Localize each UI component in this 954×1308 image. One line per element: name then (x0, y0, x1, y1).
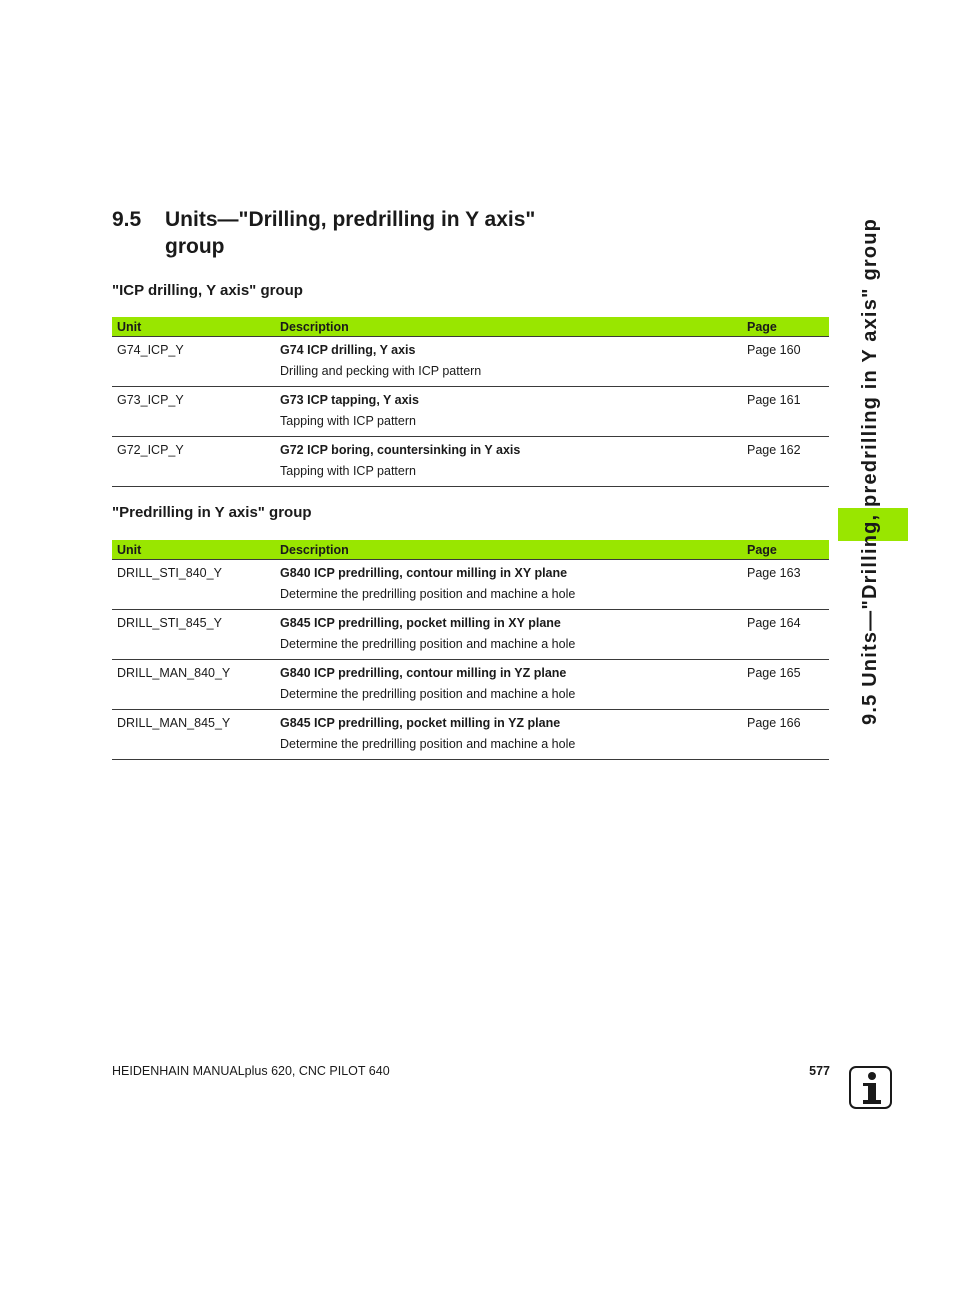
table-row (112, 387, 829, 437)
unit-name: DRILL_STI_845_Y (117, 616, 222, 630)
page-number: 577 (809, 1064, 830, 1078)
unit-name: DRILL_MAN_840_Y (117, 666, 231, 680)
col-description-header: Description (280, 317, 747, 337)
unit-name: G74_ICP_Y (117, 343, 184, 357)
page-reference-link[interactable]: Page 163 (747, 566, 801, 580)
page-reference-link[interactable]: Page 162 (747, 443, 801, 457)
page-reference-link[interactable]: Page 161 (747, 393, 801, 407)
unit-title: G74 ICP drilling, Y axis (280, 343, 416, 357)
info-icon-dot (868, 1072, 876, 1080)
page-reference-link[interactable]: Page 165 (747, 666, 801, 680)
footer-manual-title: HEIDENHAIN MANUALplus 620, CNC PILOT 640 (112, 1064, 390, 1078)
unit-description: Tapping with ICP pattern (280, 414, 416, 428)
table-row (112, 610, 829, 660)
table-row (112, 337, 829, 387)
table-row (112, 560, 829, 610)
page-reference-link[interactable]: Page 164 (747, 616, 801, 630)
table1-heading: "ICP drilling, Y axis" group (112, 282, 303, 299)
col-unit-header: Unit (112, 540, 280, 560)
unit-name: DRILL_MAN_845_Y (117, 716, 231, 730)
unit-title: G845 ICP predrilling, pocket milling in YZ plane (280, 716, 561, 730)
unit-description: Determine the predrilling position and machine a hole (280, 587, 576, 601)
col-unit-header: Unit (112, 317, 280, 337)
section-number: 9.5 (112, 208, 142, 231)
info-icon[interactable] (849, 1066, 892, 1109)
unit-description: Determine the predrilling position and machine a hole (280, 737, 576, 751)
predrilling-table (112, 540, 829, 760)
col-page-header: Page (747, 540, 829, 560)
col-description-header: Description (280, 540, 747, 560)
unit-title: G72 ICP boring, countersinking in Y axis (280, 443, 521, 457)
unit-title: G845 ICP predrilling, pocket milling in XY plane (280, 616, 561, 630)
table-row (112, 437, 829, 487)
unit-description: Tapping with ICP pattern (280, 464, 416, 478)
unit-description: Determine the predrilling position and machine a hole (280, 687, 576, 701)
page-reference-link[interactable]: Page 166 (747, 716, 801, 730)
table2-heading: "Predrilling in Y axis" group (112, 504, 312, 521)
unit-name: DRILL_STI_840_Y (117, 566, 222, 580)
unit-description: Drilling and pecking with ICP pattern (280, 364, 482, 378)
unit-title: G840 ICP predrilling, contour milling in YZ plane (280, 666, 567, 680)
unit-name: G73_ICP_Y (117, 393, 184, 407)
unit-description: Determine the predrilling position and machine a hole (280, 637, 576, 651)
unit-title: G73 ICP tapping, Y axis (280, 393, 419, 407)
table-row (112, 660, 829, 710)
table-header-row (112, 540, 829, 560)
icp-drilling-table (112, 317, 829, 487)
info-icon-base (863, 1100, 881, 1104)
side-running-header: 9.5 Units—"Drilling, predrilling in Y axis" group (859, 217, 881, 725)
unit-title: G840 ICP predrilling, contour milling in XY plane (280, 566, 568, 580)
col-page-header: Page (747, 317, 829, 337)
unit-name: G72_ICP_Y (117, 443, 184, 457)
section-title-text: Units—"Drilling, predrilling in Y axis" group (165, 208, 536, 258)
table-row (112, 710, 829, 760)
page-title (112, 206, 542, 260)
page-reference-link[interactable]: Page 160 (747, 343, 801, 357)
table-header-row (112, 317, 829, 337)
